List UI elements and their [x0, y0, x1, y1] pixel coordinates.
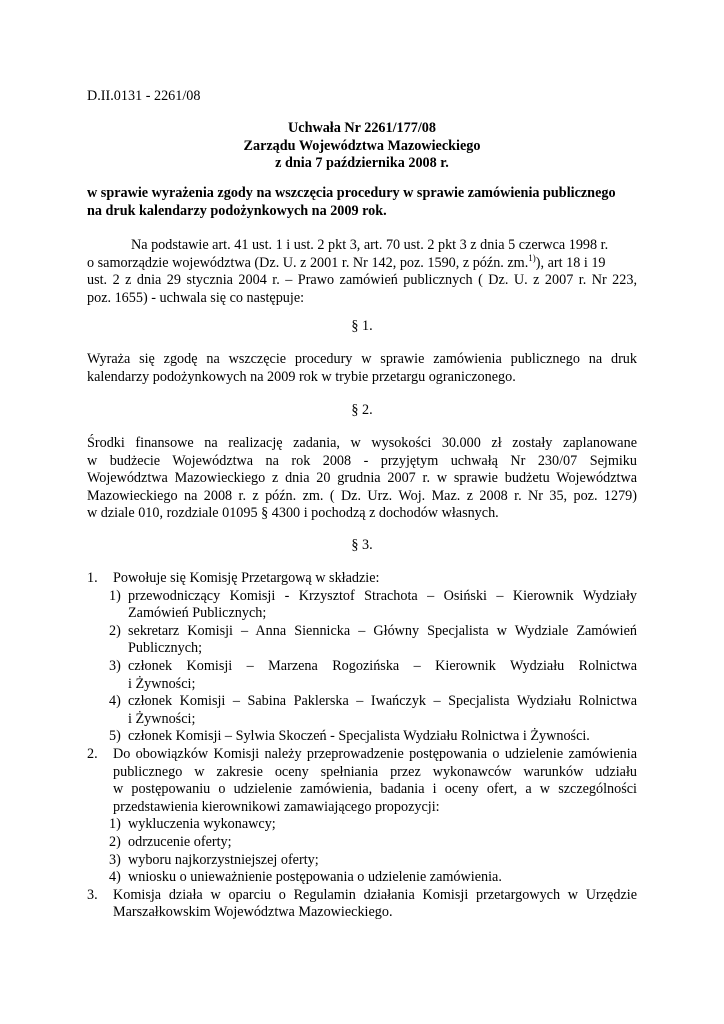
- option-text: wykluczenia wykonawcy;: [128, 816, 276, 833]
- resolution-subject: [87, 185, 637, 220]
- duty-option: [87, 852, 637, 870]
- section-1-heading: § 1.: [351, 318, 373, 334]
- list-item-number: 3.: [87, 886, 98, 903]
- list-item-line: Komisja działa w oparciu o Regulamin działania Komisji przetargowych w Urzędzie: [113, 886, 637, 903]
- section-1-body: [87, 351, 637, 386]
- list-item-line: Marszałkowskim Województwa Mazowieckiego.: [113, 904, 393, 921]
- member-line: Publicznych;: [128, 640, 203, 657]
- list-item-line: publicznego w zakresie oceny spełniania przez wykonawców warunków udziału: [113, 763, 637, 780]
- legal-basis-line: Na podstawie art. 41 ust. 1 i ust. 2 pkt 3, art. 70 ust. 2 pkt 3 z dnia 5 czerwca 1998 r.: [131, 237, 609, 253]
- legal-basis: [87, 237, 637, 307]
- list-item-commission: [87, 570, 637, 588]
- option-number: 2): [109, 833, 121, 850]
- legal-basis-text: ), art 18 i 19: [535, 254, 606, 271]
- legal-basis-text: o samorządzie województwa (Dz. U. z 2001 r. Nr 142, poz. 1590, z późn. zm.: [87, 254, 529, 271]
- legal-basis-line: ust. 2 z dnia 29 stycznia 2004 r. – Prawo zamówień publicznych ( Dz. U. z 2007 r. Nr 223,: [87, 272, 637, 289]
- section-2-line: w dziale 010, rozdziale 01095 § 4300 i pochodzą z dochodów własnych.: [87, 505, 499, 522]
- resolution-date: z dnia 7 października 2008 r.: [275, 155, 449, 172]
- section-2-line: Środki finansowe na realizację zadania, w wysokości 30.000 zł zostały zaplanowane: [87, 435, 637, 451]
- member-line: członek Komisji – Sabina Paklerska – Iwańczyk – Specjalista Wydziału Rolnictwa: [128, 693, 637, 710]
- option-text: wniosku o unieważnienie postępowania o udzielenie zamówienia.: [128, 869, 502, 886]
- list-item-line: Do obowiązków Komisji należy przeprowadzenie postępowania o udzielenie zamówienia: [113, 745, 637, 762]
- section-1-line: kalendarzy podożynkowych na 2009 rok w trybie przetargu ograniczonego.: [87, 368, 516, 385]
- list-item-regulations: [87, 887, 637, 922]
- commission-member: [87, 658, 637, 693]
- list-item-number: 2.: [87, 745, 98, 762]
- section-1-line: Wyraża się zgodę na wszczęcie procedury w sprawie zamówienia publicznego na druk: [87, 351, 637, 367]
- section-3-heading: § 3.: [351, 537, 373, 553]
- subject-line: na druk kalendarzy podożynkowych na 2009 rok.: [87, 202, 387, 219]
- member-line: sekretarz Komisji – Anna Siennicka – Główny Specjalista w Wydziale Zamówień: [128, 622, 637, 639]
- option-text: odrzucenie oferty;: [128, 833, 232, 850]
- member-line: i Żywności;: [128, 710, 196, 727]
- duty-option: [87, 834, 637, 852]
- member-number: 2): [109, 622, 121, 639]
- commission-member: [87, 728, 637, 746]
- list-item-number: 1.: [87, 570, 98, 586]
- section-2-line: Mazowieckiego na 2008 r. z późn. zm. ( Dz. Urz. Woj. Maz. z 2008 r. Nr 35, poz. 1279): [87, 487, 637, 504]
- section-2-line: Województwa Mazowieckiego z dnia 20 grudnia 2007 r. w sprawie budżetu Województwa: [87, 470, 637, 487]
- footnote-marker: 1): [528, 252, 536, 263]
- member-number: 4): [109, 693, 121, 710]
- resolution-issuer: Zarządu Województwa Mazowieckiego: [243, 137, 481, 154]
- section-2-line: w budżecie Województwa na rok 2008 - przyjętym uchwałą Nr 230/07 Sejmiku: [87, 452, 637, 469]
- member-line: przewodniczący Komisji - Krzysztof Strachota – Osiński – Kierownik Wydziały: [128, 587, 637, 604]
- legal-basis-line: [87, 252, 637, 273]
- member-number: 3): [109, 657, 121, 674]
- commission-member: [87, 588, 637, 623]
- member-line: Zamówień Publicznych;: [128, 605, 267, 622]
- list-item-line: w postępowaniu o udzielenie zamówienia, badania i oceny ofert, a w szczególności: [113, 781, 637, 798]
- duty-option: [87, 869, 637, 887]
- member-line: członek Komisji – Sylwia Skoczeń - Specjalista Wydziału Rolnictwa i Żywności.: [128, 728, 590, 745]
- section-2-heading: § 2.: [351, 402, 373, 418]
- member-number: 5): [109, 728, 121, 745]
- subject-line: w sprawie wyrażenia zgody na wszczęcia procedury w sprawie zamówienia publicznego: [87, 185, 616, 201]
- legal-basis-line: poz. 1655) - uchwala się co następuje:: [87, 289, 305, 306]
- option-number: 1): [109, 816, 121, 833]
- commission-member: [87, 693, 637, 728]
- resolution-number: Uchwała Nr 2261/177/08: [288, 120, 436, 136]
- option-text: wyboru najkorzystniejszej oferty;: [128, 851, 319, 868]
- list-item-line: przedstawienia kierownikowi zamawiającego propozycji:: [113, 798, 440, 815]
- member-line: i Żywności;: [128, 675, 196, 692]
- option-number: 3): [109, 851, 121, 868]
- member-number: 1): [109, 587, 121, 604]
- list-item-text: Powołuje się Komisję Przetargową w składzie:: [113, 570, 380, 586]
- section-3-list: [87, 570, 637, 922]
- list-item-duties: [87, 746, 637, 816]
- member-line: członek Komisji – Marzena Rogozińska – Kierownik Wydziału Rolnictwa: [128, 657, 637, 674]
- section-2-body: [87, 435, 637, 523]
- document-reference-number: D.II.0131 - 2261/08: [87, 88, 201, 104]
- resolution-title: [87, 120, 637, 173]
- option-number: 4): [109, 869, 121, 886]
- commission-member: [87, 623, 637, 658]
- duty-option: [87, 816, 637, 834]
